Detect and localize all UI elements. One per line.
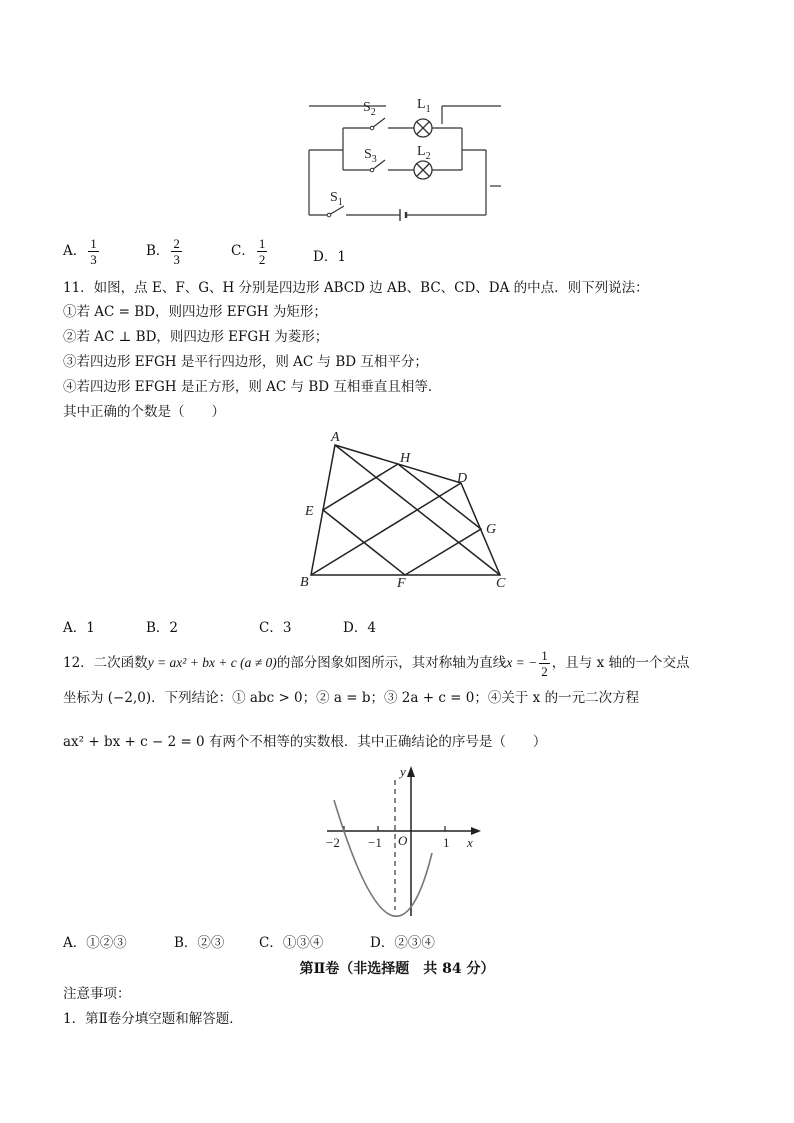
label-s2: $S_2$: [363, 100, 376, 118]
label-d: D: [457, 471, 468, 486]
label-e: E: [305, 504, 314, 519]
tick-label-neg2: −2: [326, 835, 340, 850]
q11-statement-1: ①若 AC = BD，则四边形 EFGH 为矩形；: [63, 304, 327, 320]
section-2-title: 第Ⅱ卷（非选择题 共 84 分）: [299, 961, 495, 977]
q11-question: 其中正确的个数是（ ）: [63, 404, 225, 420]
q12-option-c: C．①③④: [259, 935, 324, 951]
q12-option-a: A．①②③: [63, 935, 127, 951]
label-c: C: [496, 576, 506, 591]
label-l1: $L_1$: [417, 97, 431, 115]
q12-stem-line-2: 坐标为 (−2,0)．下列结论：① abc > 0；② a = b；③ 2a + c = 0；④关于 x 的一元二次方程: [63, 690, 640, 706]
label-f: F: [397, 576, 406, 591]
q11-option-c: C．3: [259, 620, 292, 636]
q11-statement-4: ④若四边形 EFGH 是正方形，则 AC 与 BD 互相垂直且相等．: [63, 379, 442, 395]
q11-statement-3: ③若四边形 EFGH 是平行四边形，则 AC 与 BD 互相平分；: [63, 354, 428, 370]
label-y-axis: y: [400, 764, 406, 779]
q11-option-b: B．2: [146, 620, 179, 636]
label-s1: $S_1$: [330, 190, 343, 208]
q10-option-c: C． $\frac{1}{2}$: [231, 236, 266, 267]
label-l2: $L_2$: [417, 144, 431, 162]
q11-option-d: D．4: [343, 620, 376, 636]
label-a: A: [331, 430, 340, 445]
q11-statement-2: ②若 AC ⊥ BD，则四边形 EFGH 为菱形；: [63, 329, 329, 345]
label-origin: O: [398, 833, 408, 848]
label-s3: $S_3$: [364, 147, 377, 165]
tick-label-1: 1: [443, 835, 450, 850]
label-x-axis: x: [467, 835, 473, 850]
q12-stem-line-1: 12．二次函数y = ax² + bx + c (a ≠ 0)的部分图象如图所示，其对称轴为直线x = − $\frac{1}{2}$ ，且与 x 轴的一个交点: [63, 648, 690, 679]
note-1: 1．第Ⅱ卷分填空题和解答题．: [63, 1011, 243, 1027]
label-b: B: [300, 575, 309, 590]
q10-option-a: A． $\frac{1}{3}$: [63, 236, 97, 267]
q10-option-d: D．1: [313, 249, 346, 265]
label-g: G: [486, 522, 497, 537]
q12-option-b: B．②③: [174, 935, 225, 951]
q11-stem: 11．如图，点 E、F、G、H 分别是四边形 ABCD 边 AB、BC、CD、DA 的中点．则下列说法：: [63, 280, 649, 296]
tick-label-neg1: −1: [368, 835, 382, 850]
q11-option-a: A．1: [63, 620, 95, 636]
label-h: H: [400, 451, 411, 466]
q12-stem-line-3: ax² + bx + c − 2 = 0 有两个不相等的实数根．其中正确结论的序号是（ ）: [63, 734, 547, 750]
notes-heading: 注意事项：: [63, 986, 131, 1002]
q12-option-d: D．②③④: [370, 935, 435, 951]
q10-option-b: B． $\frac{2}{3}$: [146, 236, 180, 267]
